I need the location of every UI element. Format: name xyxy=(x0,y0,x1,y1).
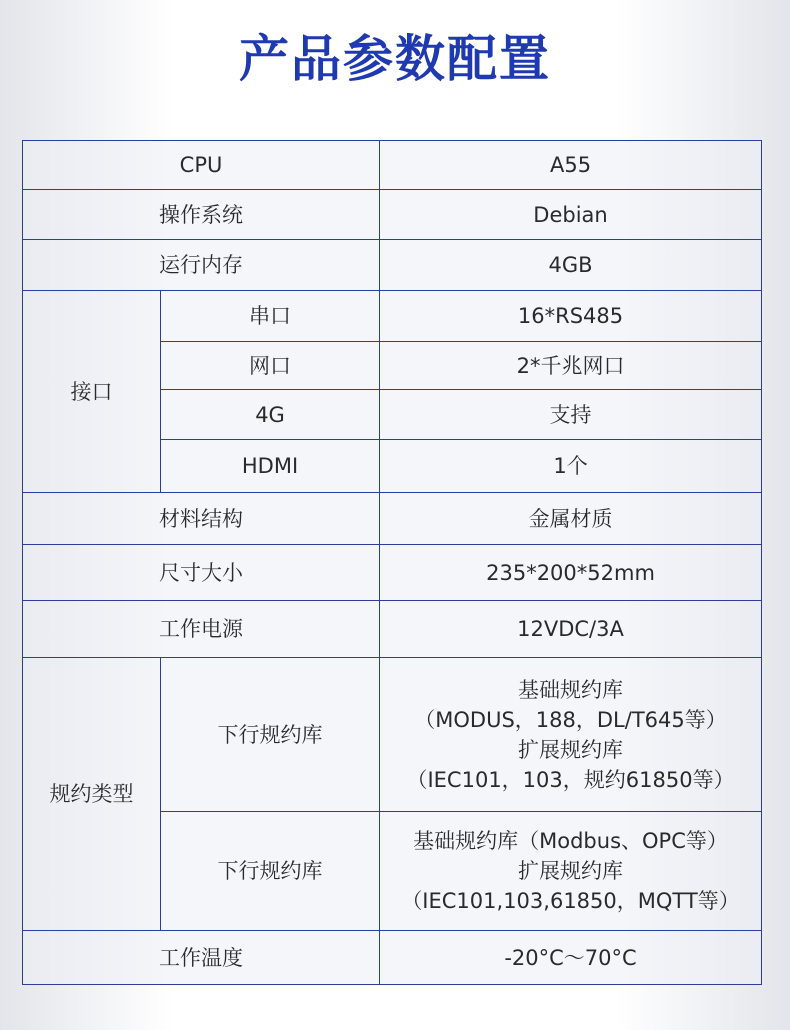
size-value: 235*200*52mm xyxy=(380,545,762,601)
table-row-protocol-1 xyxy=(23,658,762,812)
interface-label: 接口 xyxy=(23,291,161,493)
cpu-value: A55 xyxy=(380,141,762,190)
table-row-power xyxy=(23,601,762,658)
page-title: 产品参数配置 xyxy=(239,30,551,88)
protocol-1-line-1: 基础规约库 xyxy=(518,677,624,702)
table-row-cpu xyxy=(23,141,762,190)
size-label: 尺寸大小 xyxy=(23,545,380,601)
interface-4g-value: 支持 xyxy=(380,390,762,440)
spec-table xyxy=(22,140,762,985)
interface-4g-label: 4G xyxy=(161,390,380,440)
protocol-1-line-2: （MODUS，188，DL/T645等） xyxy=(414,707,727,732)
interface-serial-value: 16*RS485 xyxy=(380,291,762,342)
interface-ethernet-value: 2*千兆网口 xyxy=(380,342,762,390)
protocol-2-line-2: 扩展规约库 xyxy=(518,859,624,883)
protocol-1-line-3: 扩展规约库 xyxy=(518,737,624,762)
protocol-label: 规约类型 xyxy=(23,658,161,931)
ram-value: 4GB xyxy=(380,240,762,291)
ram-label: 运行内存 xyxy=(23,240,380,291)
table-row-os xyxy=(23,190,762,240)
interface-ethernet-label: 网口 xyxy=(161,342,380,390)
os-value: Debian xyxy=(380,190,762,240)
protocol-1-value xyxy=(380,658,762,812)
protocol-2-label: 下行规约库 xyxy=(161,812,380,931)
power-value: 12VDC/3A xyxy=(380,601,762,658)
table-row-ram xyxy=(23,240,762,291)
os-label: 操作系统 xyxy=(23,190,380,240)
protocol-2-value xyxy=(380,812,762,931)
material-value: 金属材质 xyxy=(380,493,762,545)
protocol-2-line-3: （IEC101,103,61850，MQTT等） xyxy=(401,889,740,913)
protocol-2-line-1: 基础规约库（Modbus、OPC等） xyxy=(413,829,728,853)
table-row-material xyxy=(23,493,762,545)
protocol-1-label: 下行规约库 xyxy=(161,658,380,812)
protocol-1-line-4: （IEC101，103，规约61850等） xyxy=(406,767,735,792)
interface-serial-label: 串口 xyxy=(161,291,380,342)
table-row-size xyxy=(23,545,762,601)
cpu-label: CPU xyxy=(23,141,380,190)
temperature-label: 工作温度 xyxy=(23,931,380,985)
interface-hdmi-label: HDMI xyxy=(161,440,380,493)
power-label: 工作电源 xyxy=(23,601,380,658)
material-label: 材料结构 xyxy=(23,493,380,545)
temperature-value: -20°C～70°C xyxy=(380,931,762,985)
interface-hdmi-value: 1个 xyxy=(380,440,762,493)
table-row-temperature xyxy=(23,931,762,985)
table-row-serial xyxy=(23,291,762,342)
